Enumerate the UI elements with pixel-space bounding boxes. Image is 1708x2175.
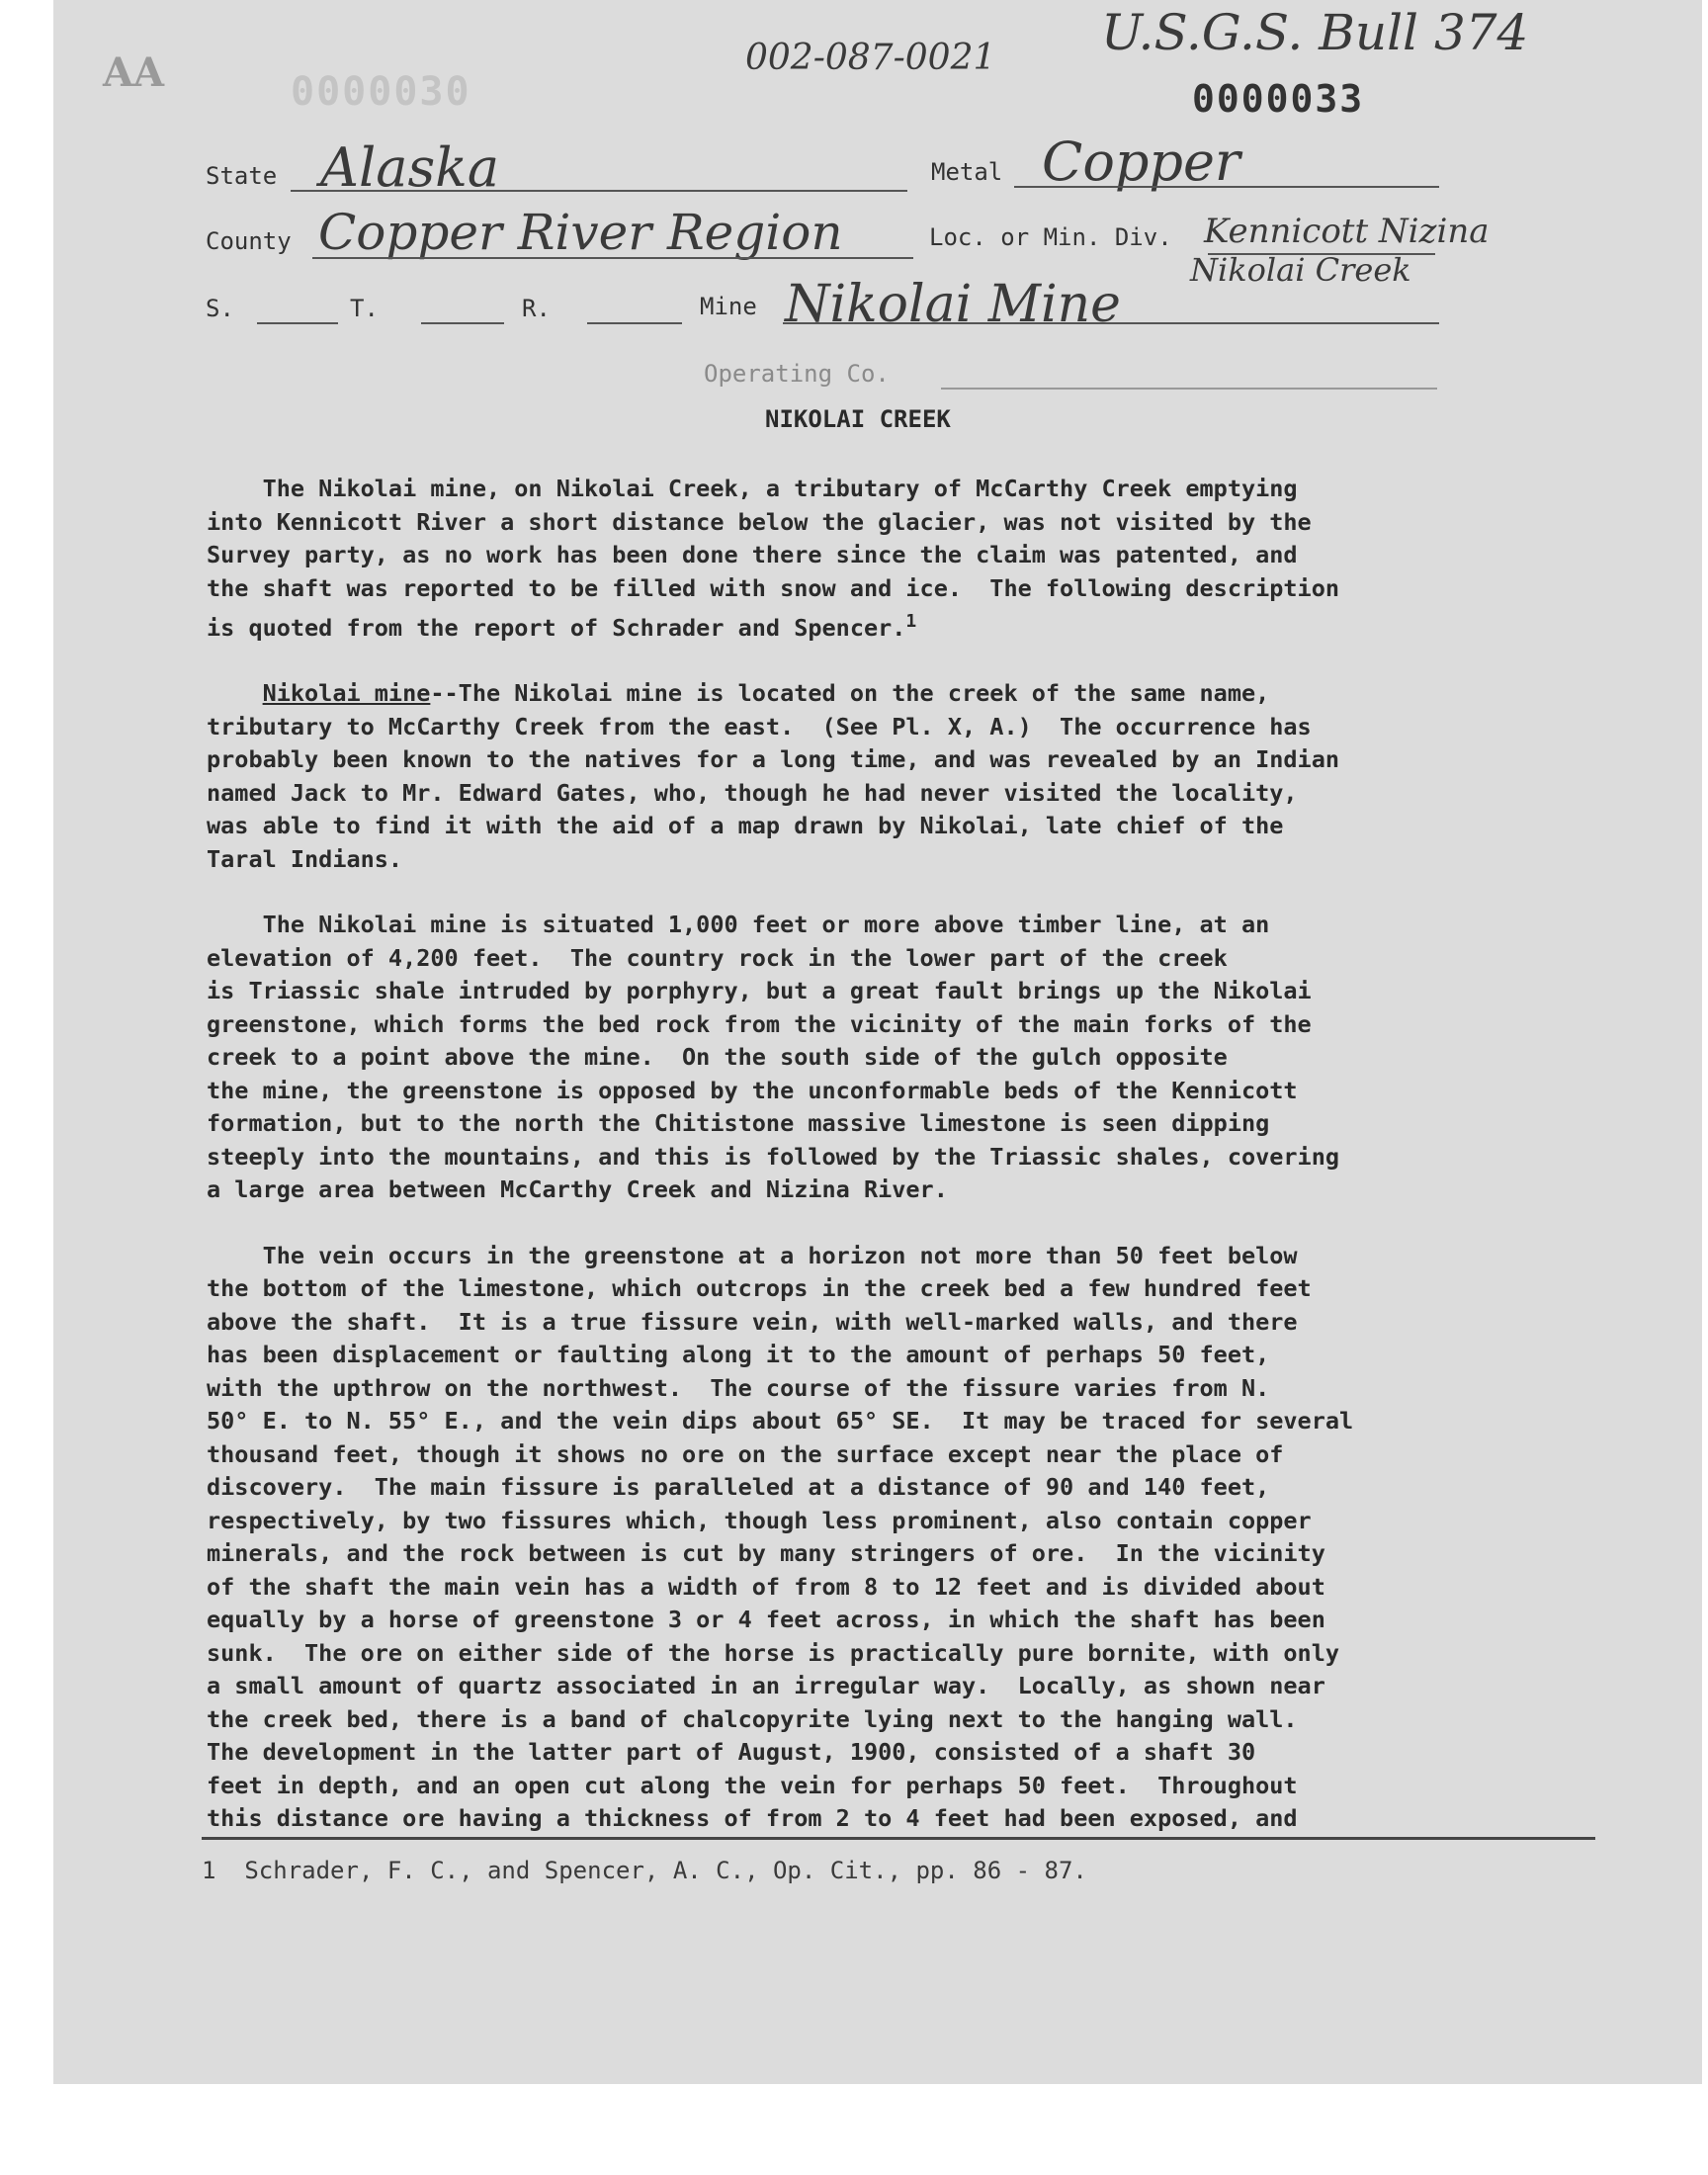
mine-underline [783, 322, 1439, 324]
para4-line: The vein occurs in the greenstone at a horizon not more than 50 feet below [207, 1241, 1298, 1269]
para3-line: a large area between McCarthy Creek and Nizina River. [207, 1175, 948, 1204]
county-underline [312, 257, 913, 259]
faint-stamp: 0000030 [291, 69, 471, 115]
para4-line: respectively, by two fissures which, though less prominent, also contain copper [207, 1506, 1312, 1534]
para4-line: feet in depth, and an open cut along the vein for perhaps 50 feet. Throughout [207, 1771, 1298, 1799]
para4-line: above the shaft. It is a true fissure vein, with well-marked walls, and there [207, 1307, 1298, 1336]
operating-underline [941, 388, 1437, 390]
reference-note: U.S.G.S. Bull 374 [1101, 4, 1529, 61]
r-label: R. [522, 295, 551, 322]
para3-line: formation, but to the north the Chitistone massive limestone is seen dipping [207, 1109, 1270, 1138]
state-value: Alaska [320, 136, 500, 199]
loc-label: Loc. or Min. Div. [929, 223, 1172, 251]
corner-mark: AA [103, 49, 165, 96]
para1-last-line: is quoted from the report of Schrader and Spencer. [207, 613, 906, 642]
loc-value-2: Nikolai Creek [1190, 251, 1411, 289]
paragraph-2 [207, 677, 1561, 876]
para2-line: probably been known to the natives for a long time, and was revealed by an Indian [207, 745, 1340, 774]
para4-line: The development in the latter part of August, 1900, consisted of a shaft 30 [207, 1738, 1256, 1767]
t-underline [421, 322, 504, 324]
para4-line: of the shaft the main vein has a width of from 8 to 12 feet and is divided about [207, 1572, 1325, 1601]
para2-heading: Nikolai mine [262, 679, 431, 708]
para4-line: with the upthrow on the northwest. The course of the fissure varies from N. [207, 1373, 1270, 1402]
t-label: T. [350, 295, 379, 322]
paragraph-3 [207, 909, 1561, 1207]
para2-line [207, 677, 1561, 711]
para3-line: the mine, the greenstone is opposed by the unconformable beds of the Kennicott [207, 1076, 1298, 1104]
para3-line: elevation of 4,200 feet. The country rock in the lower part of the creek [207, 943, 1228, 972]
para4-line: a small amount of quartz associated in an irregular way. Locally, as shown near [207, 1672, 1325, 1700]
r-underline [587, 322, 682, 324]
mine-value: Nikolai Mine [785, 275, 1121, 334]
para2-line: tributary to McCarthy Creek from the east. (See Pl. X, A.) The occurrence has [207, 712, 1312, 740]
para3-line: greenstone, which forms the bed rock from the vicinity of the main forks of the [207, 1009, 1312, 1038]
para2-first-rest: --The Nikolai mine is located on the creek of the same name, [430, 679, 1270, 708]
para3-line: creek to a point above the mine. On the south side of the gulch opposite [207, 1043, 1228, 1072]
county-label: County [206, 227, 292, 255]
para4-line: the creek bed, there is a band of chalcopyrite lying next to the hanging wall. [207, 1704, 1298, 1733]
metal-underline [1014, 186, 1439, 188]
file-number: 002-087-0021 [745, 38, 996, 78]
footnote-marker: 1 [905, 611, 917, 632]
document-body [207, 473, 1561, 1836]
para4-line: discovery. The main fissure is paralleled at a distance of 90 and 140 feet, [207, 1473, 1270, 1502]
document-number: 0000033 [1192, 77, 1365, 121]
operating-label: Operating Co. [704, 360, 890, 388]
para2-line: was able to find it with the aid of a map drawn by Nikolai, late chief of the [207, 812, 1284, 840]
footnote: 1 Schrader, F. C., and Spencer, A. C., Op. Cit., pp. 86 - 87. [202, 1857, 1087, 1884]
para2-line: Taral Indians. [207, 844, 403, 873]
s-underline [257, 322, 338, 324]
para1-line: into Kennicott River a short distance below the glacier, was not visited by the [207, 507, 1312, 536]
state-underline [291, 190, 907, 192]
paragraph-4 [207, 1240, 1561, 1836]
document-title: NIKOLAI CREEK [765, 405, 951, 433]
para4-line: has been displacement or faulting along it to the amount of perhaps 50 feet, [207, 1341, 1270, 1369]
state-label: State [206, 162, 278, 190]
county-value: Copper River Region [318, 204, 843, 261]
paragraph-1 [207, 473, 1561, 645]
para4-line: minerals, and the rock between is cut by many stringers of ore. In the vicinity [207, 1539, 1325, 1568]
para4-line: equally by a horse of greenstone 3 or 4 feet across, in which the shaft has been [207, 1606, 1325, 1634]
para3-line: steeply into the mountains, and this is followed by the Triassic shales, covering [207, 1142, 1340, 1171]
para1-line: Survey party, as no work has been done there since the claim was patented, and [207, 541, 1298, 568]
para1-line: the shaft was reported to be filled with snow and ice. The following description [207, 573, 1340, 602]
para3-line: The Nikolai mine is situated 1,000 feet or more above timber line, at an [207, 911, 1270, 939]
para4-line: the bottom of the limestone, which outcrops in the creek bed a few hundred feet [207, 1274, 1312, 1303]
s-label: S. [206, 295, 234, 322]
para4-line: thousand feet, though it shows no ore on the surface except near the place of [207, 1439, 1284, 1468]
document-sheet [53, 0, 1702, 2084]
para1-line [207, 605, 1561, 645]
loc-underline [1208, 253, 1435, 255]
loc-value-1: Kennicott Nizina [1204, 212, 1490, 251]
para1-line: The Nikolai mine, on Nikolai Creek, a tributary of McCarthy Creek emptying [207, 475, 1298, 502]
para3-line: is Triassic shale intruded by porphyry, but a great fault brings up the Nikolai [207, 977, 1312, 1005]
footnote-divider [202, 1837, 1595, 1840]
para4-line: 50° E. to N. 55° E., and the vein dips about 65° SE. It may be traced for several [207, 1407, 1354, 1436]
para4-line: sunk. The ore on either side of the horse is practically pure bornite, with only [207, 1638, 1340, 1667]
para2-line: named Jack to Mr. Edward Gates, who, though he had never visited the locality, [207, 778, 1298, 807]
metal-value: Copper [1042, 130, 1240, 193]
metal-label: Metal [931, 158, 1003, 186]
mine-label: Mine [700, 293, 757, 320]
para4-line: this distance ore having a thickness of from 2 to 4 feet had been exposed, and [207, 1804, 1298, 1833]
